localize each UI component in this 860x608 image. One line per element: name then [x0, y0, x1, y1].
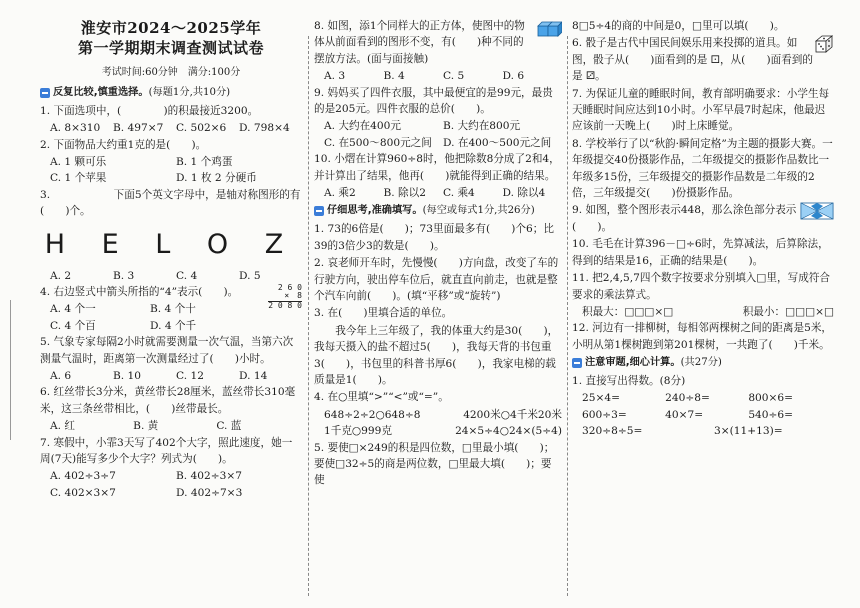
fill-6: 6. 骰子是古代中国民间娱乐用来投掷的道具。如图，骰子从( )面看到的是 ⚀，从( )面看到的是 ⚂。	[572, 35, 834, 84]
question-6: 6. 红丝带长3分米，黄丝带长28厘米，蓝丝带长310毫米，这三条丝带相比，( )丝带最长。	[40, 386, 296, 415]
fill-12: 12. 河边有一排柳树，每相邻两棵树之间的距离是5米，小明从第1棵树跑到第201棵树，一共跑了( )千米。	[572, 322, 833, 351]
cube-stack-icon	[536, 18, 562, 40]
fill-10: 10. 毛毛在计算396－□÷6时，先算减法，后算除法，得到的结果是16，正确的结果是( )。	[572, 238, 829, 267]
calc-item: 540÷6=	[748, 408, 794, 421]
binding-margin	[10, 300, 24, 440]
question-9-options: A. 大约在400元 B. 大约在800元 C. 在500～800元之间 D. 在400～500元之间	[324, 120, 552, 149]
calc-item: 240÷8=	[665, 392, 710, 405]
fill-3: 3. 在( )里填合适的单位。	[314, 307, 453, 320]
fill-2: 2. 哀老师开车时，先慢慢( )方向盘，改变了车的行驶方向，驶出停车位后，就直直向前走，也就是整个汽车向前( )。(填“平移”或“旋转”)	[314, 257, 559, 302]
question-2: 2. 下面物品大约重1克的是( )。	[40, 138, 207, 151]
question-1: 1. 下面选项中，( )的积最接近3200。	[40, 104, 259, 117]
title-line2: 第一学期期末调查测试试卷	[77, 39, 264, 58]
vertical-multiplication: 2 6 0 × 8 2 0 8 0	[268, 282, 302, 310]
question-2-options: A. 1 颗可乐 B. 1 个鸡蛋 C. 1 个苹果 D. 1 枚 2 分硬币	[50, 156, 257, 185]
column-divider	[308, 36, 309, 596]
column-2	[314, 18, 562, 490]
section-icon	[572, 358, 582, 368]
section-1-header: 反复比较,慎重选择。 (每题1分,共10分)	[40, 85, 302, 101]
fill-4: 4. 在○里填“>”“<”或“=”。	[314, 391, 449, 404]
calc-item: 3×(11+13)=	[714, 425, 783, 438]
section-2-header: 仔细思考,准确填写。 (每空或每式1分,共26分)	[314, 203, 562, 219]
question-3: 3. 下面5个英文字母中，是轴对称图形的有( )个。	[40, 188, 301, 218]
fill-11-answers: 积最大：□□□×□ 积最小：□□□×□	[582, 305, 834, 318]
calc-1: 1. 直接写出得数。(8分)	[572, 374, 686, 387]
question-5: 5. 气象专家每隔2小时就需要测量一次气温，当第六次测量气温时，距离第一次测量经过了( )小时。	[40, 336, 294, 365]
calc-item: 40×7=	[665, 408, 704, 421]
question-1-options: A. 8×310 B. 497×7 C. 502×6 D. 798×4	[50, 122, 290, 135]
calc-item: 800×6=	[748, 392, 794, 405]
fill-1: 1. 73的6倍是( )；73里面最多有( )个6；比39的3倍少3的数是( )。	[314, 223, 554, 252]
exam-meta: 考试时间:60分钟 满分:100分	[101, 66, 241, 78]
question-3-options: A. 2 B. 3 C. 4 D. 5	[50, 269, 261, 282]
question-4: 2 6 0 × 8 2 0 8 0 4. 右边竖式中箭头所指的“4”表示( )。	[40, 282, 302, 310]
fill-9: 9. 如图，整个图形表示448，那么涂色部分表示( )。	[572, 202, 834, 235]
fill-5: 5. 要使□×249的积是四位数，□里最小填( )；要使□32÷5的商是两位数，□里最大填( )；要使	[314, 441, 555, 487]
question-4-options: A. 4 个一 B. 4 个十 C. 4 个百 D. 4 个千	[50, 303, 197, 332]
calc-grid	[582, 390, 834, 439]
question-7-options: A. 402÷3÷7 B. 402÷3×7 C. 402×3×7 D. 402÷7×3	[50, 470, 243, 499]
section-icon	[314, 206, 324, 216]
fill-7: 7. 为保证儿童的睡眠时间，教育部明确要求：小学生每天睡眠时间应达到10小时。小军早晨7时起床，他最迟应该前一天晚上( )时上床睡觉。	[572, 87, 830, 133]
dice-icon	[814, 35, 834, 53]
column-1	[40, 18, 302, 501]
title-line1: 淮安市2024～2025学年	[80, 19, 262, 37]
fill-5-continued: 8□5÷4的商的中间是0，□里可以填( )。	[572, 20, 785, 32]
fill-8: 8. 学校举行了以“秋韵·瞬间定格”为主题的摄影大赛。一年级提交40份摄影作品，二年级提交的摄影作品数比一年级多15份，三年级提交的摄影作品数是二年级的2倍，三年级提交( )份摄影作品。	[572, 137, 833, 200]
question-9: 9. 妈妈买了四件衣服，其中最便宜的是99元，最贵的是205元。四件衣服的总价( )。	[314, 86, 553, 116]
calc-item: 600÷3=	[582, 408, 627, 421]
column-divider	[567, 36, 568, 596]
question-8-options: A. 3 B. 4 C. 5 D. 6	[324, 70, 525, 83]
calc-item: 25×4=	[582, 392, 620, 405]
question-3-letters: H E L O Z	[44, 228, 298, 260]
column-3	[572, 18, 834, 440]
fill-4-row2: 1千克○999克 24×5÷4○24×(5÷4)	[324, 425, 562, 438]
calc-item: 320÷8÷5=	[582, 425, 643, 438]
section-icon	[40, 88, 50, 98]
question-7: 7. 寒假中，小霏3天写了402个大字，照此速度，她一周(7天)能写多少个大字？列式为( )。	[40, 436, 293, 465]
question-10: 10. 小熠在计算960÷8时，他把除数8分成了2和4，并计算出了结果，他再( )就能得到正确的结果。	[314, 153, 560, 182]
question-8: 8. 如图，添1个同样大的正方体，使图中的物体从前面看到的图形不变，有( )种不同的摆放方法。(面与面接触)	[314, 18, 562, 67]
fill-3-text: 我今年上三年级了，我的体重大约是30( )，我每天摄入的盐不超过5( )，我每天背的书包重3( )，书包里的科普书厚6( )，我家电梯的载质量是1( )。	[314, 324, 559, 386]
section-3-header: 注意审题,细心计算。 (共27分)	[572, 355, 834, 371]
fill-11: 11. 把2,4,5,7四个数字按要求分别填入□里，写成符合要求的乘法算式。	[572, 272, 830, 301]
fill-4-row1: 648÷2÷2○648÷8 4200米○4千米20米	[324, 408, 562, 421]
shaded-rectangle-figure	[800, 202, 834, 220]
question-10-options: A. 乘2 B. 除以2 C. 乘4 D. 除以4	[324, 187, 546, 200]
question-6-options: A. 红 B. 黄 C. 蓝	[50, 420, 242, 433]
question-5-options: A. 6 B. 10 C. 12 D. 14	[50, 369, 268, 382]
